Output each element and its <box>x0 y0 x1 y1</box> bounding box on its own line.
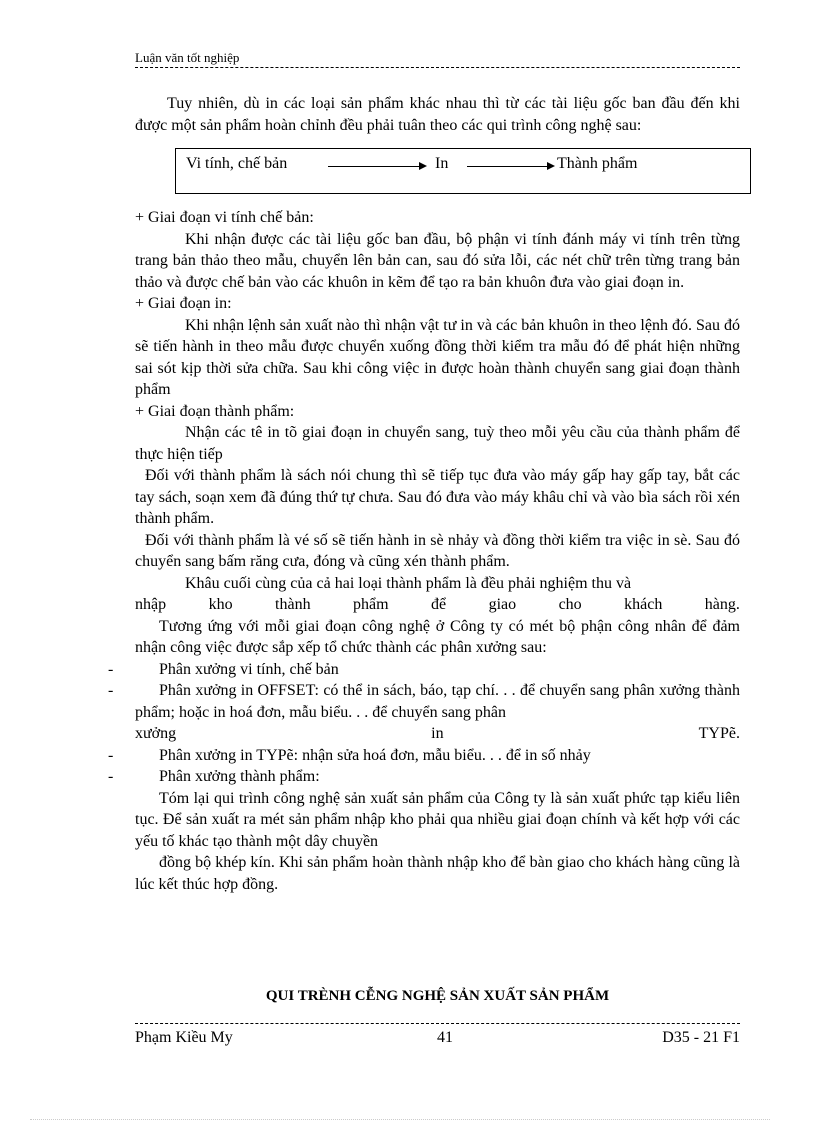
flow-step-printing: In <box>435 155 449 172</box>
spread-word: giao <box>488 596 517 613</box>
flow-arrow-2 <box>467 166 553 167</box>
stage2-body: Khi nhận lệnh sản xuất nào thì nhận vật tư in và các bản khuôn in theo lệnh đó. Sau đó sẽ tiến hành in theo mẫu được chuyển xuống đồng thời kiểm tra mẫu đó để phát hiện những sai sót kịp thời sửa chữa. Sau khi công việc in được hoàn thành chuyển sang giai đoạn thành phẩm <box>135 316 740 398</box>
page-footer <box>135 1027 740 1051</box>
page-bottom-border <box>30 1119 770 1120</box>
spread-word: để <box>431 596 447 613</box>
department-item: - Phân xưởng vi tính, chế bản <box>135 659 740 681</box>
department-item: - Phân xưởng in TYPẽ: nhận sửa hoá đơn, mẫu biểu. . . để in số nhảy <box>135 745 740 767</box>
stage2-heading: + Giai đoạn in: <box>135 295 232 312</box>
footer-class-code: D35 - 21 F1 <box>662 1029 740 1046</box>
running-header: Luận văn tốt nghiệp <box>135 50 240 65</box>
list-dash: - <box>108 682 114 699</box>
spread-word: cho <box>558 596 582 613</box>
page-number: 41 <box>437 1029 453 1046</box>
list-dash: - <box>108 660 114 678</box>
stage3-final-line: Khâu cuối cùng của cả hai loại thành phẩm là đều phải nghiệm thu và <box>185 574 632 592</box>
section-title: QUI TRÈNH CỄNG NGHỆ SẢN XUẤT SẢN PHẨM <box>265 988 610 1004</box>
stage3-tickets-paragraph: Đối với thành phẩm là vé số sẽ tiến hành in sè nhảy và đồng thời kiểm tra việc in sè. Sau đó chuyển sang bấm răng cưa, đóng và cũng xén thành phẩm. <box>135 531 740 570</box>
spread-word: khách <box>624 596 663 613</box>
document-body <box>108 93 740 895</box>
spread-word: kho <box>208 596 233 613</box>
departments-intro: Tương ứng với mỗi giai đoạn công nghệ ở Công ty có mét bộ phận công nhân để đảm nhận công việc được sắp xếp tổ chức thành các phân xưởng sau: <box>135 617 740 656</box>
stage1-heading: + Giai đoạn vi tính chế bản: <box>135 209 314 226</box>
conclusion-paragraph-2: đồng bộ khép kín. Khi sản phẩm hoàn thành nhập kho để bàn giao cho khách hàng cũng là lúc kết thúc hợp đồng. <box>135 854 740 893</box>
department-item2-spread-line: xưởng in TYPẽ. <box>135 725 740 742</box>
spread-word: phẩm <box>353 596 389 613</box>
conclusion-paragraph: Tóm lại qui trình công nghệ sản xuất sản phẩm của Công ty là sản xuất phức tạp kiểu liên tục. Để sản xuất ra mét sản phẩm nhập kho phải qua nhiều giai đoạn chính và kết hợp với các yếu tố khác tạo thành một dây chuyền <box>135 789 740 850</box>
stage3-body: Nhận các tê in tõ giai đoạn in chuyển sang, tuỳ theo mỗi yêu cầu của thành phẩm để thực hiện tiếp <box>135 424 740 463</box>
stage3-final-spread-line <box>135 594 740 616</box>
flow-step-finished-product: Thành phẩm <box>557 155 638 172</box>
list-dash: - <box>108 768 114 785</box>
process-flow-box <box>175 148 751 194</box>
list-dash: - <box>108 746 114 764</box>
stage1-body: Khi nhận được các tài liệu gốc ban đầu, bộ phận vi tính đánh máy vi tính trên từng trang bản thảo theo mẫu, chuyển lên bản can, sau đó sửa lỗi, các nét chữ trên từng trang bản thảo và được chế bản vào các khuôn in kẽm để tạo ra bản khuôn đưa vào giai đoạn in. <box>135 230 740 291</box>
stage3-books-paragraph: Đối với thành phẩm là sách nói chung thì sẽ tiếp tục đưa vào máy gấp hay gấp tay, bắt các tay sách, soạn xem đã đúng thứ tự chưa. Sau đó đưa vào máy khâu chỉ và vào bìa sách rồi xén thành phẩm. <box>135 467 740 527</box>
spread-word: thành <box>275 596 311 613</box>
spread-word: nhập <box>135 596 167 613</box>
footer-author: Phạm Kiều My <box>135 1029 233 1046</box>
department-item: - Phân xưởng in OFFSET: có thể in sách, báo, tạp chí. . . để chuyển sang phân xưởng thành phẩm; hoặc in hoá đơn, mẫu biểu. . . để chuyển sang phân xưởng in TYPẽ. <box>135 680 740 745</box>
flow-arrow-1 <box>328 166 425 167</box>
footer-divider <box>135 1023 740 1024</box>
stage3-heading: + Giai đoạn thành phẩm: <box>135 402 295 420</box>
spread-word: hàng. <box>704 596 740 613</box>
intro-paragraph: Tuy nhiên, dù in các loại sản phẩm khác nhau thì từ các tài liệu gốc ban đầu đến khi được một sản phẩm hoàn chỉnh đều phải tuân theo các qui trình công nghệ sau: <box>135 95 740 134</box>
header-divider <box>135 67 740 68</box>
flow-step-computer-typesetting: Vi tính, chế bản <box>186 155 288 172</box>
department-item: - Phân xưởng thành phẩm: <box>135 766 740 788</box>
